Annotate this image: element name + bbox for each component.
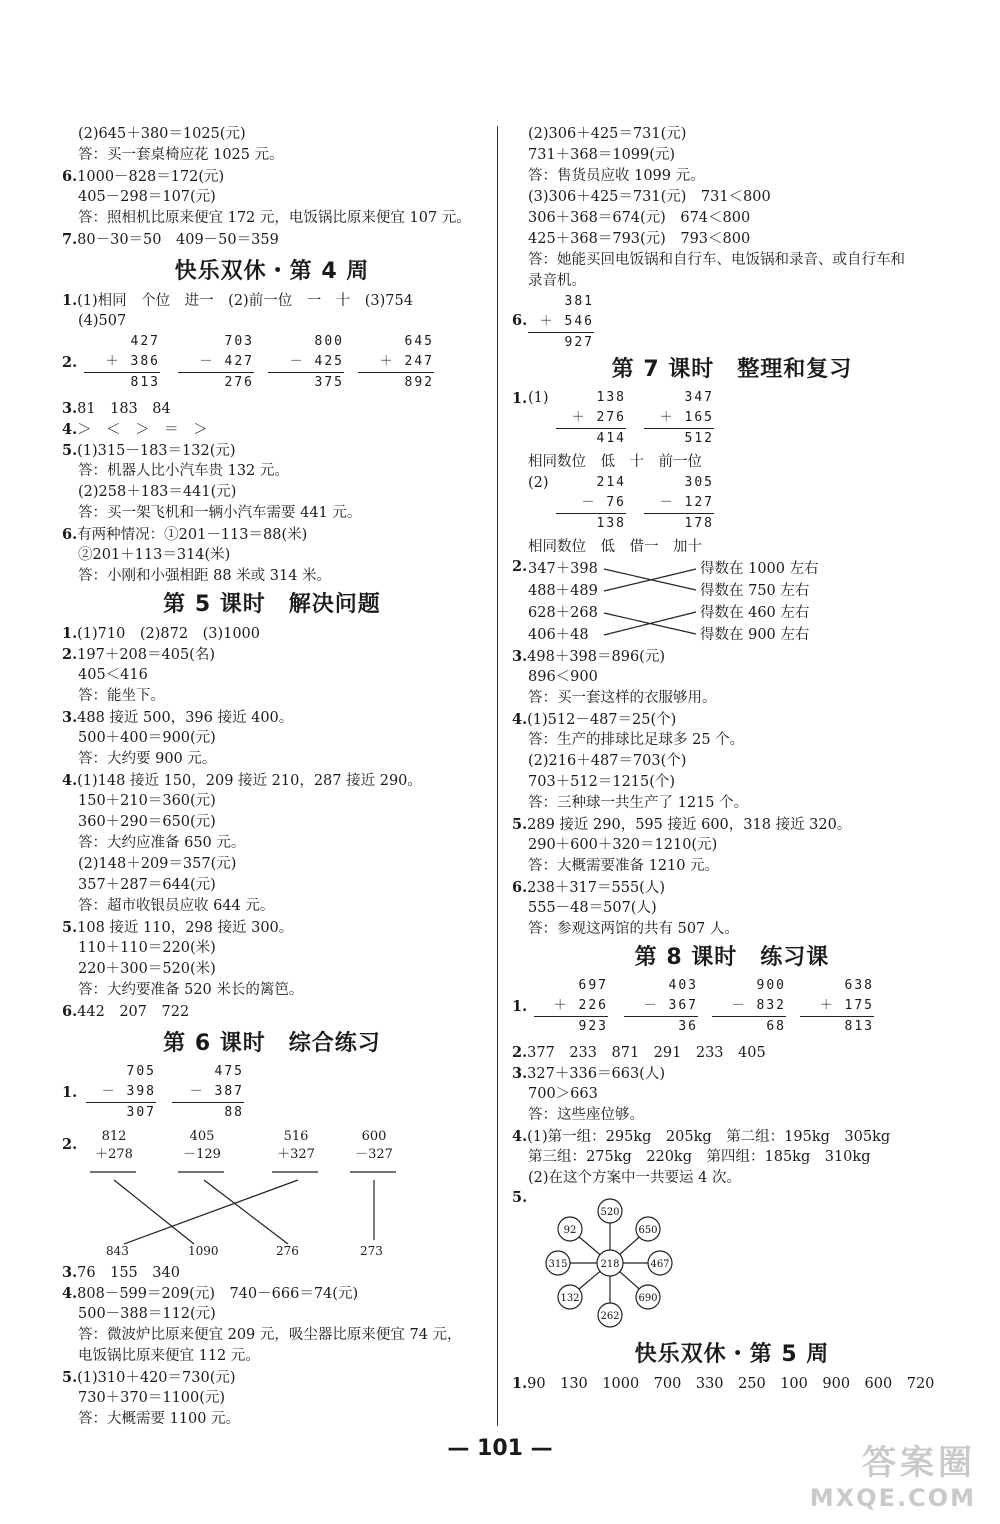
text-line: 答：大约要准备 520 米长的篱笆。 [78,982,304,998]
text-line: 答：买一套这样的衣服够用。 [528,690,717,706]
text-line: 答：大约要 900 元。 [78,751,217,767]
text-line: 377 233 871 291 233 405 [527,1045,766,1061]
text-line: (3)306＋425＝731(元) 731＜800 [528,189,771,205]
vertical-calc: 381 ＋ 546 927 [528,292,594,353]
vertical-calc: 427 ＋ 386 813 [84,332,160,393]
item-number: 5. [512,816,528,833]
wheel-node: 520 [600,1207,620,1218]
text-line: (2)306＋425＝731(元) [528,126,687,142]
item-number: 7. [62,231,78,248]
text-line: 555－48＝507(人) [528,900,657,916]
text-line: 有两种情况：①201－113＝88(米) [77,527,308,543]
vertical-calc-row [512,976,952,1042]
item-number: 6. [512,312,528,329]
match-expr: 516 ＋327 [277,1129,315,1162]
text-line: ②201＋113＝314(米) [78,547,231,563]
item-number: 6. [512,879,528,896]
item-number: 3. [62,709,78,726]
section-heading: 快乐双休・第 5 周 [634,1342,830,1367]
text-line: 110＋110＝220(米) [78,940,216,956]
item-number: 5. [62,1369,78,1386]
text-line: 答：机器人比小汽车贵 132 元。 [78,463,289,479]
section-heading: 第 6 课时 综合练习 [163,1031,381,1056]
text-line: 答：参观这两馆的共有 507 人。 [528,921,739,937]
vertical-calc: 900 － 832 68 [712,976,786,1037]
vertical-calc: 645 ＋ 247 892 [358,332,434,393]
text-line: 答：大约应准备 650 元。 [78,835,246,851]
text-line: 290＋600＋320＝1210(元) [528,837,718,853]
vertical-calc: 214 － 76 138 [556,473,626,534]
match-result: 273 [360,1244,383,1258]
vertical-calc-row [62,332,482,398]
item-number: 4. [512,711,528,728]
text-line: 相同数位 低 十 前一位 [528,454,702,470]
text-line: 90 130 1000 700 330 250 100 900 600 720 [527,1376,935,1392]
vertical-calc: 705 － 398 307 [86,1062,156,1123]
text-line: (2)258＋183＝441(元) [78,484,237,500]
text-line: 答：能坐下。 [78,688,165,704]
match-right-list: 得数在 1000 左右 得数在 750 左右 得数在 460 左右 得数在 900 左右 [700,561,819,643]
text-line: 220＋300＝520(米) [78,961,216,977]
wheel-node: 690 [638,1293,658,1304]
column-divider [497,126,498,1426]
match-result: 843 [106,1244,129,1258]
text-line: 197＋208＝405(名) [77,647,215,663]
text-line: (2)645＋380＝1025(元) [78,126,246,142]
wheel-node: 467 [650,1259,670,1270]
text-line: (4)507 [78,313,127,329]
wheel-center: 218 [600,1259,620,1270]
vertical-calc-row [512,473,952,537]
right-column [512,124,952,1394]
item-number: 6. [62,168,78,185]
text-line: 442 207 722 [77,1004,190,1020]
text-line: ＞ ＜ ＞ ＝ ＞ [77,422,208,438]
text-line: 360＋290＝650(元) [78,814,216,830]
watermark-text: 答案圈 [862,1443,976,1483]
text-line: 答：买一套桌椅应花 1025 元。 [78,147,284,163]
text-line: 答：微波炉比原来便宜 209 元，吸尘器比原来便宜 74 元， [78,1327,462,1343]
vertical-calc: 800 － 425 375 [268,332,344,393]
text-line: (1)148 接近 150，209 接近 210，287 接近 290。 [77,773,422,789]
text-line: 相同数位 低 借一 加十 [528,539,702,555]
text-line: (1)第一组：295kg 205kg 第二组：195kg 305kg [527,1129,891,1145]
item-number: 3. [62,400,78,417]
item-number: 4. [62,772,78,789]
text-line: 答：售货员应收 1099 元。 [528,168,705,184]
matching-diagram [62,1128,482,1262]
text-line: 730＋370＝1100(元) [78,1390,226,1406]
match-expr: 600 －327 [355,1129,393,1162]
text-line: 答：小刚和小强相距 88 米或 314 米。 [78,568,332,584]
text-line: 答：生产的排球比足球多 25 个。 [528,732,745,748]
item-number: 2. [62,1136,78,1153]
text-line: 答：这些座位够。 [528,1107,644,1123]
vertical-calc: 697 ＋ 226 923 [534,976,608,1037]
text-line: 238＋317＝555(人) [527,880,665,896]
wheel-node: 262 [600,1311,620,1322]
page-number: — 101 — [447,1436,553,1461]
item-number: 1. [62,625,78,642]
vertical-calc: 475 － 387 88 [172,1062,244,1123]
section-heading: 快乐双休・第 4 周 [174,259,370,284]
vertical-calc: 403 － 367 36 [624,976,698,1037]
wheel-node: 132 [560,1293,580,1304]
text-line: 答：她能买回电饭锅和自行车、电饭锅和录音、或自行车和 [528,252,905,268]
text-line: (2)216＋487＝703(个) [528,753,687,769]
sub-label: (1) [528,390,549,406]
text-line: 703＋512＝1215(个) [528,774,676,790]
text-line: 答：大概需要 1100 元。 [78,1411,241,1427]
text-line: 808－599＝209(元) 740－666＝74(元) [77,1286,359,1302]
item-number: 2. [62,354,78,371]
section-heading: 第 5 课时 解决问题 [163,592,381,617]
text-line: 289 接近 290，595 接近 600，318 接近 320。 [527,817,852,833]
text-line: 488 接近 500，396 接近 400。 [77,710,294,726]
text-line: 357＋287＝644(元) [78,877,216,893]
vertical-calc-row [512,388,952,452]
vertical-calc: 347 ＋ 165 512 [644,388,714,449]
vertical-calc: 703 － 427 276 [178,332,254,393]
text-line: 答：买一架飞机和一辆小汽车需要 441 元。 [78,505,362,521]
text-line: (1)310＋420＝730(元) [77,1370,236,1386]
text-line: 405＜416 [78,667,148,683]
item-number: 2. [512,558,528,575]
wheel-node: 650 [638,1225,658,1236]
text-line: 答：照相机比原来便宜 172 元，电饭锅比原来便宜 107 元。 [78,210,471,226]
text-line: 录音机。 [528,273,586,289]
item-number: 1. [62,292,78,309]
text-line: (2)在这个方案中一共要运 4 次。 [528,1170,741,1186]
text-line: 498＋398＝896(元) [527,649,665,665]
sub-label: (2) [528,475,549,491]
vertical-calc-row [512,292,952,352]
item-number: 4. [62,421,78,438]
text-line: 150＋210＝360(元) [78,793,216,809]
watermark-logo [810,1435,976,1512]
text-line: 108 接近 110，298 接近 300。 [77,920,294,936]
text-line: 76 155 340 [77,1265,180,1281]
item-number: 5. [512,1189,528,1206]
wheel-node: 315 [548,1259,568,1270]
item-number: 1. [512,1375,528,1392]
match-left-list: 347＋398 488＋489 628＋268 406＋48 [528,561,598,643]
text-line: 答：三种球一共生产了 1215 个。 [528,795,749,811]
item-number: 2. [512,1044,528,1061]
left-column [62,124,482,1430]
match-expr: 812 ＋278 [95,1129,133,1162]
text-line: 405－298＝107(元) [78,189,216,205]
text-line: 第三组：275kg 220kg 第四组：185kg 310kg [528,1149,871,1165]
item-number: 1. [512,998,528,1015]
text-line: 425＋368＝793(元) 793＜800 [528,231,751,247]
item-number: 3. [512,1065,528,1082]
text-line: (1)315－183＝132(元) [77,443,236,459]
item-number: 3. [62,1264,78,1281]
text-line: 80－30＝50 409－50＝359 [77,232,279,248]
item-number: 5. [62,919,78,936]
vertical-calc: 138 ＋ 276 414 [556,388,626,449]
section-heading: 第 8 课时 练习课 [634,945,830,970]
vertical-calc: 305 － 127 178 [644,473,714,534]
text-line: 731＋368＝1099(元) [528,147,676,163]
item-number: 2. [62,646,78,663]
item-number: 1. [62,1084,78,1101]
item-number: 4. [62,1285,78,1302]
vertical-calc-row [62,1062,482,1128]
match-expr: 405 －129 [183,1129,221,1162]
text-line: 700＞663 [528,1086,598,1102]
item-number: 6. [62,526,78,543]
text-line: 500＋400＝900(元) [78,730,216,746]
item-number: 1. [512,390,528,407]
circle-diagram [512,1189,952,1337]
section-heading: 第 7 课时 整理和复习 [611,357,853,382]
text-line: 500－388＝112(元) [78,1306,216,1322]
text-line: (1)710 (2)872 (3)1000 [77,626,261,642]
matching-diagram [512,558,952,646]
text-line: 答：超市收银员应收 644 元。 [78,898,275,914]
item-number: 5. [62,442,78,459]
text-line: 1000－828＝172(元) [77,169,225,185]
match-result: 1090 [188,1244,219,1258]
text-line: 896＜900 [528,669,598,685]
wheel-node: 92 [563,1225,577,1236]
number-wheel [542,1189,742,1337]
text-line: (2)148＋209＝357(元) [78,856,237,872]
watermark-url: MXQE.COM [809,1484,976,1512]
text-line: 81 183 84 [77,401,171,417]
text-line: 电饭锅比原来便宜 112 元。 [78,1348,260,1364]
text-line: (1)相同 个位 进一 (2)前一位 一 十 (3)754 [77,293,413,309]
item-number: 3. [512,648,528,665]
match-result: 276 [276,1244,299,1258]
text-line: 327＋336＝663(人) [527,1066,665,1082]
vertical-calc: 638 ＋ 175 813 [800,976,874,1037]
text-line: 306＋368＝674(元) 674＜800 [528,210,751,226]
item-number: 6. [62,1003,78,1020]
item-number: 4. [512,1128,528,1145]
text-line: (1)512－487＝25(个) [527,712,677,728]
text-line: 答：大概需要准备 1210 元。 [528,858,720,874]
